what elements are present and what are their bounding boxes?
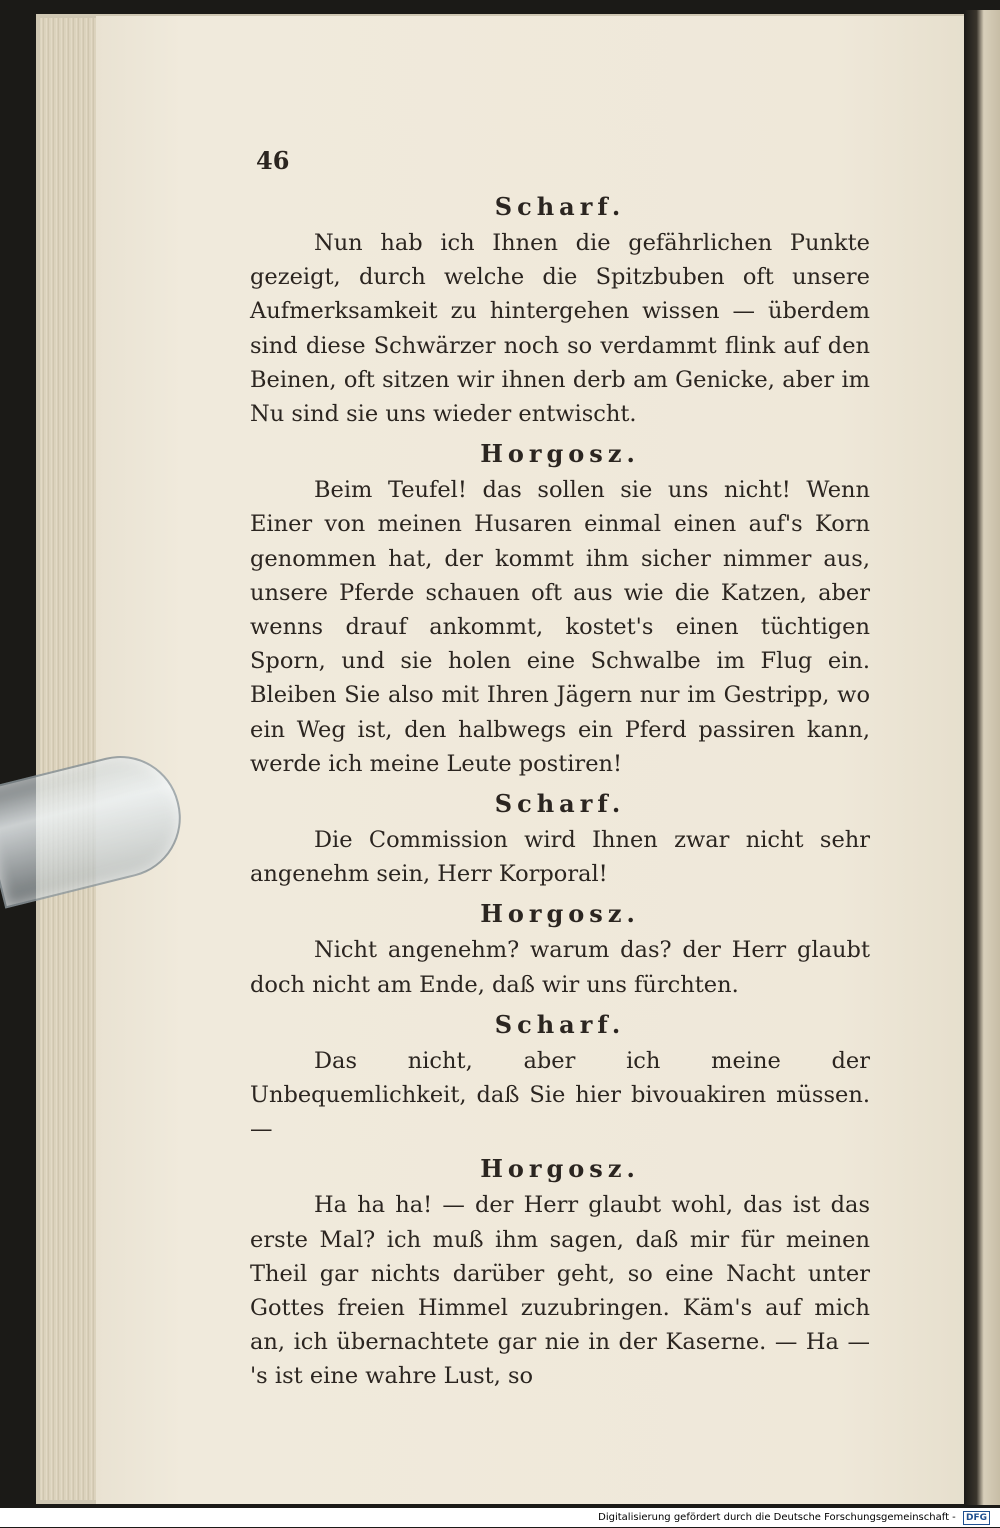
passage: [250, 188, 870, 431]
speaker-name: Scharf.: [494, 192, 626, 221]
speaker-name: Horgosz.: [480, 439, 640, 469]
dialogue-paragraph: Ha ha ha! — der Herr glaubt wohl, das ist das erste Mal? ich muß ihm sagen, daß mir für meinen Theil gar nichts darüber geht, so eine Nacht unter Gottes freien Himmel zuzubringen. Käm's auf mich an, ich übernachtete gar nie in der Kaserne. — Ha — 's ist eine wahre Lust, so: [250, 1192, 870, 1390]
passage: [250, 895, 870, 1001]
dialogue-paragraph: Das nicht, aber ich meine der Unbequemlichkeit, daß Sie hier bivouakiren müssen. —: [250, 1047, 870, 1143]
speaker-name: Horgosz.: [480, 1154, 640, 1184]
passage: [250, 1150, 870, 1393]
footer-credit: [0, 1508, 1000, 1527]
play-text: [250, 188, 870, 1398]
dialogue-paragraph: Beim Teufel! das sollen sie uns nicht! Wenn Einer von meinen Husaren einmal einen auf's Korn genommen hat, der kommt ihm sicher nimmer aus, unsere Pferde schauen oft aus wie die Katzen, aber wenns drauf ankommt, kostet's einen tüchtigen Sporn, und sie holen eine Schwalbe im Flug ein. Bleiben Sie also mit Ihren Jägern nur im Gestripp, wo ein Weg ist, den halbwegs ein Pferd passiren kann, werde ich meine Leute postiren!: [250, 477, 870, 777]
credit-text: Digitalisierung gefördert durch die Deutsche Forschungsgemeinschaft -: [598, 1512, 956, 1523]
passage: [250, 1006, 870, 1147]
book-spine: [964, 10, 1000, 1505]
passage: [250, 785, 870, 891]
dialogue-paragraph: Die Commission wird Ihnen zwar nicht sehr angenehm sein, Herr Korporal!: [250, 827, 870, 888]
speaker-name: Horgosz.: [480, 899, 640, 929]
speaker-name: Scharf.: [494, 789, 626, 819]
dialogue-paragraph: Nun hab ich Ihnen die gefährlichen Punkte gezeigt, durch welche die Spitzbuben oft unsere Aufmerksamkeit zu hintergehen wissen — überdem sind diese Schwärzer noch so verdammt flink auf den Beinen, oft sitzen wir ihnen derb am Genicke, aber im Nu sind sie uns wieder entwischt.: [250, 230, 870, 428]
passage: [250, 435, 870, 781]
page-number: 46: [256, 146, 290, 175]
speaker-name: Scharf.: [494, 1009, 626, 1039]
dialogue-paragraph: Nicht angenehm? warum das? der Herr glaubt doch nicht am Ende, daß wir uns fürchten.: [250, 937, 870, 998]
dfg-logo-icon: DFG: [963, 1511, 990, 1525]
page-edges: [40, 18, 100, 1500]
